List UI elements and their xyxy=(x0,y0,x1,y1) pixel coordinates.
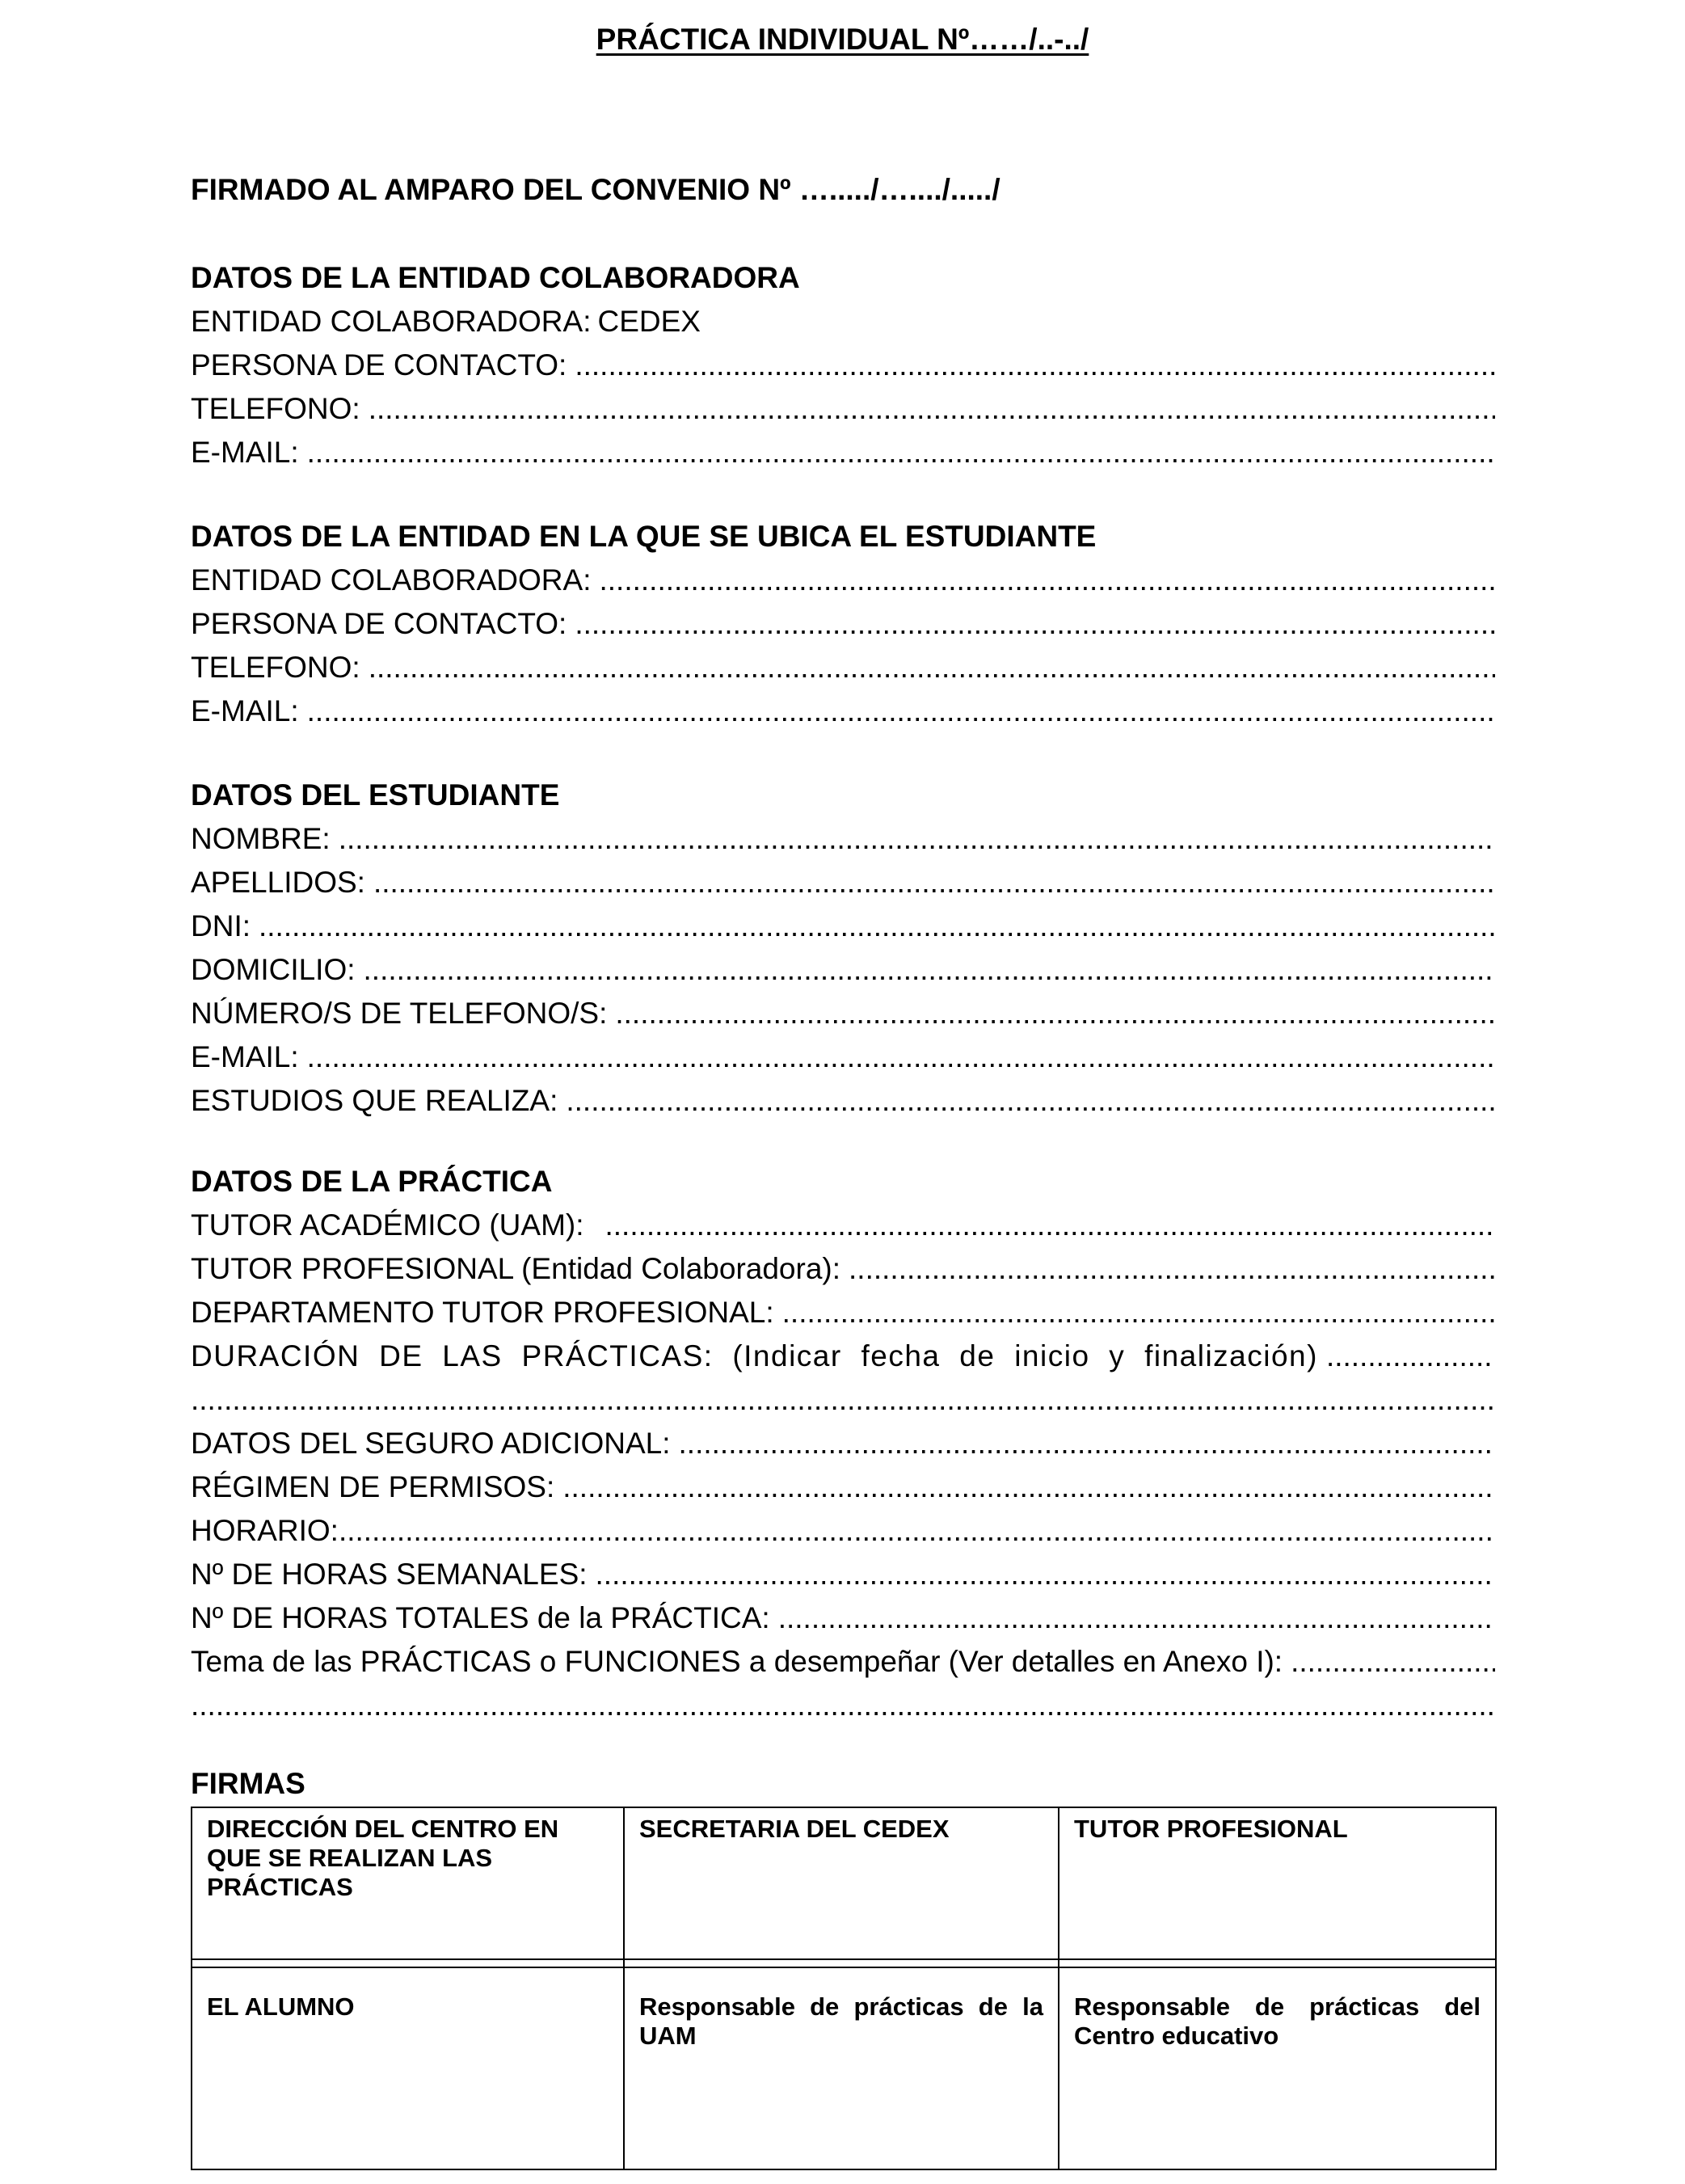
fill-in-dots[interactable] xyxy=(360,387,1495,431)
signatures-row xyxy=(192,1807,1496,1959)
signature-cell-secretaria[interactable]: SECRETARIA DEL CEDEX xyxy=(624,1807,1059,1959)
section-title-entidad-colaboradora: DATOS DE LA ENTIDAD COLABORADORA xyxy=(191,261,800,294)
fill-in-dots[interactable] xyxy=(584,1204,1496,1247)
fill-in-dots[interactable] xyxy=(191,1378,1495,1422)
fill-in-dots[interactable] xyxy=(251,904,1495,948)
fill-in-dots[interactable] xyxy=(554,1465,1495,1509)
field-nombre[interactable] xyxy=(191,817,1495,861)
field-duracion[interactable] xyxy=(191,1334,1495,1378)
field-label: NÚMERO/S DE TELEFONO/S: xyxy=(191,997,608,1030)
field-label: E-MAIL: xyxy=(191,1040,299,1073)
field-telefono[interactable] xyxy=(191,387,1495,431)
separator-cell xyxy=(1059,1959,1496,1967)
fill-in-dots[interactable] xyxy=(567,602,1495,646)
fill-in-dots[interactable] xyxy=(1283,1640,1495,1684)
field-persona-contacto[interactable] xyxy=(191,602,1495,646)
field-label: RÉGIMEN DE PERMISOS: xyxy=(191,1470,555,1503)
field-email[interactable] xyxy=(191,689,1495,733)
field-label: TUTOR PROFESIONAL (Entidad Colaboradora): xyxy=(191,1252,841,1285)
fill-in-dots[interactable] xyxy=(840,1247,1495,1291)
field-tema-practicas[interactable] xyxy=(191,1640,1495,1684)
field-horas-semanales[interactable] xyxy=(191,1553,1495,1596)
fill-in-dots[interactable] xyxy=(331,817,1495,861)
fill-in-dots[interactable] xyxy=(774,1291,1495,1334)
field-entidad-colaboradora[interactable] xyxy=(191,559,1495,602)
signature-cell-direccion[interactable]: DIRECCIÓN DEL CENTRO EN QUE SE REALIZAN LAS PRÁCTICAS xyxy=(192,1807,624,1959)
field-telefono[interactable] xyxy=(191,646,1495,689)
fill-in-dots[interactable] xyxy=(356,948,1495,992)
section-estudiante xyxy=(191,774,1495,1123)
field-label: DURACIÓN DE LAS PRÁCTICAS: (Indicar fecha de inicio y finalización) xyxy=(191,1339,1318,1372)
field-domicilio[interactable] xyxy=(191,948,1495,992)
section-title-estudiante: DATOS DEL ESTUDIANTE xyxy=(191,778,560,812)
field-regimen-permisos[interactable] xyxy=(191,1465,1495,1509)
field-estudios[interactable] xyxy=(191,1079,1495,1123)
fill-in-dots[interactable] xyxy=(299,431,1495,474)
fill-in-dots[interactable] xyxy=(770,1596,1495,1640)
separator-cell xyxy=(624,1959,1059,1967)
field-label: ESTUDIOS QUE REALIZA: xyxy=(191,1084,558,1117)
field-tema-practicas-continued[interactable] xyxy=(191,1684,1495,1727)
field-label: DNI: xyxy=(191,909,251,942)
section-practica xyxy=(191,1160,1495,1727)
field-label: E-MAIL: xyxy=(191,694,299,727)
signatures-separator-row xyxy=(192,1959,1496,1967)
field-departamento-tutor[interactable] xyxy=(191,1291,1495,1334)
field-label: Nº DE HORAS TOTALES de la PRÁCTICA: xyxy=(191,1601,770,1634)
section-title-firmas: FIRMAS xyxy=(191,1767,305,1800)
field-label: TUTOR ACADÉMICO (UAM): xyxy=(191,1208,584,1242)
fill-in-dots[interactable] xyxy=(191,1684,1495,1727)
fill-in-dots[interactable] xyxy=(588,1553,1495,1596)
field-apellidos[interactable] xyxy=(191,861,1495,904)
field-label: PERSONA DE CONTACTO: xyxy=(191,607,567,640)
signature-cell-alumno[interactable]: EL ALUMNO xyxy=(192,1967,624,2169)
fill-in-dots[interactable] xyxy=(558,1079,1495,1123)
field-value: CEDEX xyxy=(597,305,701,338)
fill-in-dots[interactable] xyxy=(339,1509,1495,1553)
field-label: Tema de las PRÁCTICAS o FUNCIONES a desempeñar (Ver detalles en Anexo I): xyxy=(191,1645,1283,1678)
fill-in-dots[interactable] xyxy=(365,861,1495,904)
field-label: DOMICILIO: xyxy=(191,953,356,986)
field-horas-totales[interactable] xyxy=(191,1596,1495,1640)
signatures-table xyxy=(191,1807,1497,2170)
field-email[interactable] xyxy=(191,1035,1495,1079)
fill-in-dots[interactable] xyxy=(567,344,1495,387)
separator-cell xyxy=(192,1959,624,1967)
field-persona-contacto[interactable] xyxy=(191,344,1495,387)
field-seguro-adicional[interactable] xyxy=(191,1422,1495,1465)
convenio-line: FIRMADO AL AMPARO DEL CONVENIO Nº …...../…..../...../ xyxy=(191,173,1000,206)
field-email[interactable] xyxy=(191,431,1495,474)
field-label: Nº DE HORAS SEMANALES: xyxy=(191,1558,588,1591)
fill-in-dots[interactable] xyxy=(299,689,1495,733)
field-label: ENTIDAD COLABORADORA: xyxy=(191,305,592,338)
signature-cell-responsable-uam[interactable]: Responsable de prácticas de la UAM xyxy=(624,1967,1059,2169)
field-label: APELLIDOS: xyxy=(191,866,365,899)
field-label: ENTIDAD COLABORADORA: xyxy=(191,563,592,597)
field-entidad-colaboradora[interactable] xyxy=(191,300,1495,344)
field-label: DATOS DEL SEGURO ADICIONAL: xyxy=(191,1427,671,1460)
field-dni[interactable] xyxy=(191,904,1495,948)
field-duracion-continued[interactable] xyxy=(191,1378,1495,1422)
field-tutor-academico[interactable] xyxy=(191,1204,1495,1247)
signature-cell-tutor-profesional[interactable]: TUTOR PROFESIONAL xyxy=(1059,1807,1496,1959)
field-label: NOMBRE: xyxy=(191,822,331,855)
field-label: TELEFONO: xyxy=(191,392,360,425)
signature-cell-responsable-centro[interactable]: Responsable de prácticas del Centro educativo xyxy=(1059,1967,1496,2169)
document-title: PRÁCTICA INDIVIDUAL Nº……/..-../ xyxy=(596,23,1089,56)
fill-in-dots[interactable] xyxy=(591,559,1495,602)
field-label: E-MAIL: xyxy=(191,436,299,469)
field-label: HORARIO: xyxy=(191,1514,339,1547)
fill-in-dots[interactable] xyxy=(360,646,1495,689)
fill-in-dots[interactable] xyxy=(1318,1334,1495,1378)
field-telefonos[interactable] xyxy=(191,992,1495,1035)
section-entidad-colaboradora xyxy=(191,256,1495,474)
field-label: PERSONA DE CONTACTO: xyxy=(191,348,567,382)
field-label: TELEFONO: xyxy=(191,651,360,684)
field-label: DEPARTAMENTO TUTOR PROFESIONAL: xyxy=(191,1296,774,1329)
fill-in-dots[interactable] xyxy=(671,1422,1495,1465)
section-title-entidad-estudiante: DATOS DE LA ENTIDAD EN LA QUE SE UBICA EL ESTUDIANTE xyxy=(191,520,1097,553)
field-tutor-profesional[interactable] xyxy=(191,1247,1495,1291)
fill-in-dots[interactable] xyxy=(299,1035,1495,1079)
section-entidad-estudiante xyxy=(191,515,1495,733)
section-title-practica: DATOS DE LA PRÁCTICA xyxy=(191,1165,553,1198)
fill-in-dots[interactable] xyxy=(607,992,1495,1035)
signatures-row xyxy=(192,1967,1496,2169)
field-horario[interactable] xyxy=(191,1509,1495,1553)
